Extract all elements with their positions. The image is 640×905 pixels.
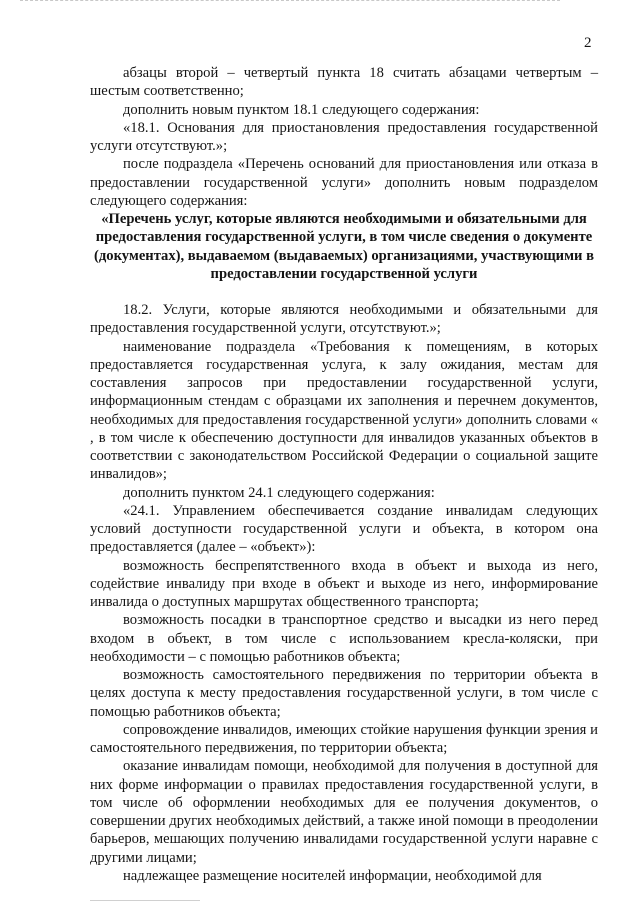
paragraph: возможность посадки в транспортное средство и высадки из него перед входом в объект, в том числе с использованием кресла-коляски, при необходимости – с помощью работников объекта; [90, 612, 598, 665]
paragraph: оказание инвалидам помощи, необходимой для получения в доступной для них форме информации о правилах предоставления государственной услуги, в том числе об оформлении необходимых для ее получения документов, о совершении других необходимых действий, а также иной помощи в преодолении барьеров, мешающих получению инвалидами государственной услуги наравне с другими лицами; [90, 758, 598, 866]
paragraph: дополнить новым пунктом 18.1 следующего содержания: [123, 101, 480, 118]
scan-edge-bottom [90, 900, 200, 902]
paragraph: возможность беспрепятственного входа в объект и выхода из него, содействие инвалиду при входе в объект и выходе из него, информирование инвалида о доступных маршрутах общественного транспорта; [90, 557, 598, 610]
paragraph: надлежащее размещение носителей информации, необходимой для [123, 867, 542, 884]
scan-edge-top [20, 0, 560, 2]
document-body [90, 64, 598, 885]
paragraph: после подраздела «Перечень оснований для приостановления или отказа в предоставлении государственной услуги» дополнить новым подразделом следующего содержания: [90, 156, 598, 209]
paragraph: «24.1. Управлением обеспечивается создание инвалидам следующих условий доступности государственной услуги и объекта, в котором она предоставляется (далее – «объект»): [90, 502, 598, 556]
paragraph: наименование подраздела «Требования к помещениям, в которых предоставляется государственная услуга, к залу ожидания, местам для составления запросов при предоставлении государственной услуги, информационным стендам с образцами их заполнения и перечнем документов, необходимых для предоставления государственной услуги» дополнить словами « , в том числе к обеспечению доступности для инвалидов указанных объектов в соответствии с законодательством Российской Федерации о социальной защите инвалидов»; [90, 338, 598, 483]
paragraph: 18.2. Услуги, которые являются необходимыми и обязательными для предоставления государственной услуги, отсутствуют.»; [90, 302, 598, 337]
paragraph: дополнить пунктом 24.1 следующего содержания: [123, 484, 435, 501]
paragraph: сопровождение инвалидов, имеющих стойкие нарушения функции зрения и самостоятельного передвижения, по территории объекта; [90, 721, 598, 756]
paragraph: абзацы второй – четвертый пункта 18 считать абзацами четвертым – шестым соответственно; [90, 65, 598, 100]
paragraph: «18.1. Основания для приостановления предоставления государственной услуги отсутствуют.»; [90, 119, 598, 154]
page-number: 2 [584, 35, 592, 51]
subsection-heading: «Перечень услуг, которые являются необходимыми и обязательными для предоставления государственной услуги, в том числе сведения о документе (документах), выдаваемом (выдаваемых) организациями, участвующими в предоставлении государственной услуги [94, 211, 594, 282]
paragraph: возможность самостоятельного передвижения по территории объекта в целях доступа к месту предоставления государственной услуги, в том числе с помощью работников объекта; [90, 667, 598, 720]
